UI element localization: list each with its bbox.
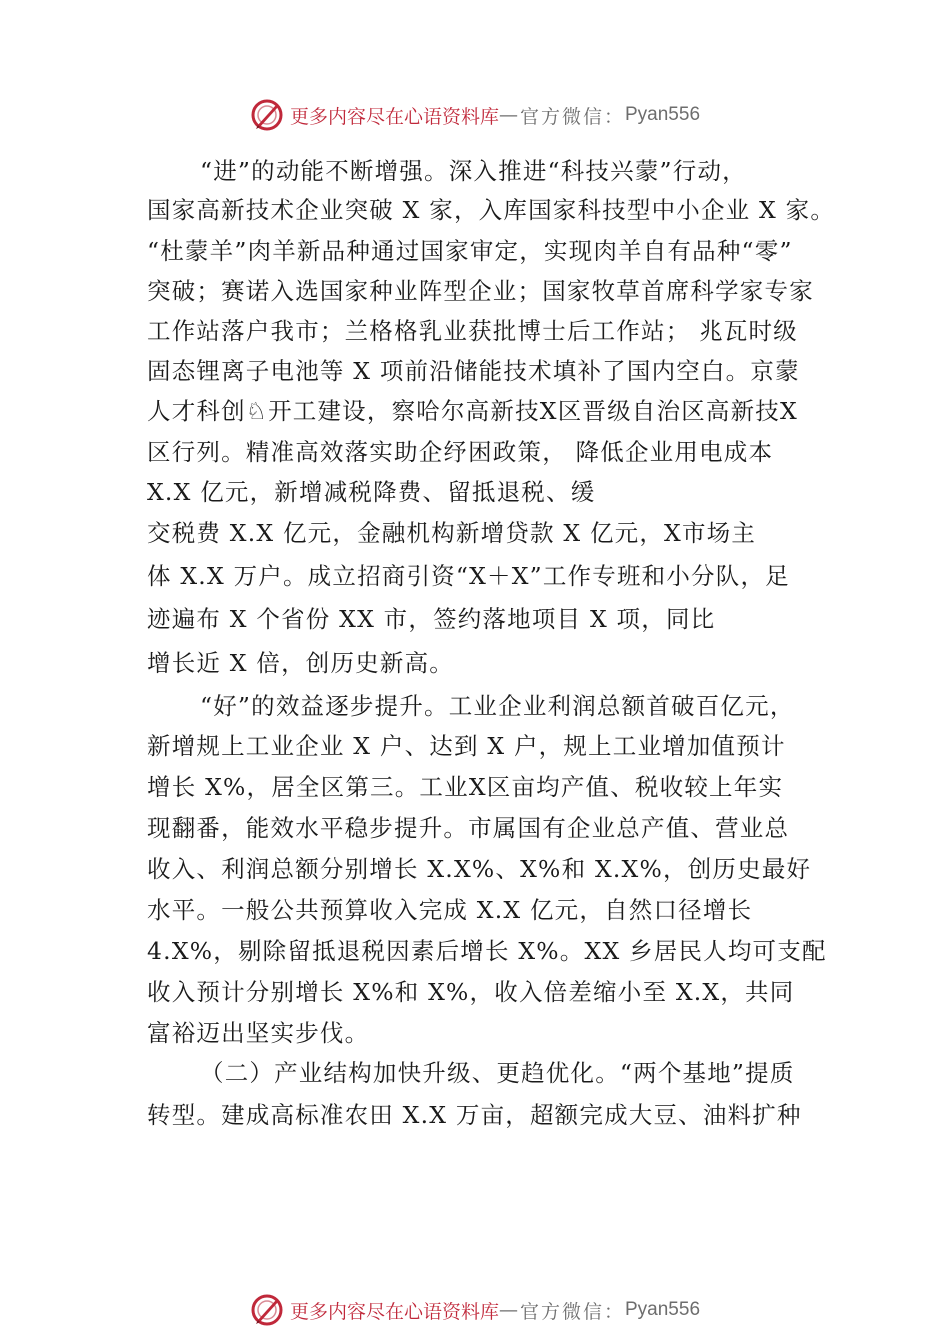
text-line: 人才科创♘开工建设，察哈尔高新技Ⅹ区晋级自治区高新技Ⅹ xyxy=(147,397,798,425)
watermark-label: 官方微信： xyxy=(519,1300,625,1323)
pen-logo-icon xyxy=(250,98,284,132)
watermark-brand: 更多内容尽在心语资料库 xyxy=(289,105,499,128)
text-line: 现翻番，能效水平稳步提升。市属国有企业总产值、营业总 xyxy=(147,814,790,842)
text-line: “进”的动能不断增强。深入推进“科技兴蒙”行动， xyxy=(200,157,747,185)
text-line: 转型。建成高标准农田 X.X 万亩，超额完成大豆、油料扩种 xyxy=(147,1101,802,1129)
text-line: 迹遍布 X 个省份 XX 市，签约落地项目 X 项，同比 xyxy=(147,605,716,633)
text-line: 交税费 X.X 亿元，金融机构新增贷款 X 亿元，Ⅹ市场主 xyxy=(147,519,757,547)
text-line: 固态锂离子电池等 X 项前沿储能技术填补了国内空白。京蒙 xyxy=(147,357,800,385)
section-heading-line: （二）产业结构加快升级、更趋优化。“两个基地”提质 xyxy=(200,1059,795,1087)
text-line: “好”的效益逐步提升。工业企业利润总额首破百亿元， xyxy=(200,692,795,720)
text-line: 富裕迈出坚实步伐。 xyxy=(147,1019,370,1047)
text-line: 国家高新技术企业突破 X 家，入库国家科技型中小企业 X 家。 xyxy=(147,196,836,224)
text-line: 增长近 X 倍，创历史新高。 xyxy=(147,649,454,677)
text-line: 4.X%，剔除留抵退税因素后增长 X%。XX 乡居民人均可支配 xyxy=(147,937,827,965)
watermark-label: 官方微信： xyxy=(519,105,625,128)
watermark-wechat-id: Pyan556 xyxy=(625,104,701,125)
watermark-wechat-id: Pyan556 xyxy=(625,1299,701,1320)
text-line: 工作站落户我市；兰格格乳业获批博士后工作站； 兆瓦时级 xyxy=(147,317,798,345)
text-line: 增长 X%，居全区第三。工业Ⅹ区亩均产值、税收较上年实 xyxy=(147,773,784,801)
text-line: 体 X.X 万户。成立招商引资“X＋X”工作专班和小分队，足 xyxy=(147,562,790,590)
text-line: 收入、利润总额分别增长 X.X%、X%和 X.X%，创历史最好 xyxy=(147,855,812,883)
text-line: “杜蒙羊”肉羊新品种通过国家审定，实现肉羊自有品种“零” xyxy=(147,237,793,265)
text-line: 水平。一般公共预算收入完成 X.X 亿元，自然口径增长 xyxy=(147,896,753,924)
text-line: X.X 亿元，新增减税降费、留抵退税、缓 xyxy=(147,478,596,506)
watermark-dash: — xyxy=(498,1299,520,1321)
watermark-header xyxy=(0,95,950,135)
text-line: 突破；赛诺入选国家种业阵型企业；国家牧草首席科学家专家 xyxy=(147,277,814,305)
pen-logo-icon xyxy=(250,1293,284,1327)
text-line: 新增规上工业企业 X 户、达到 X 户，规上工业增加值预计 xyxy=(147,732,786,760)
text-line: 区行列。精准高效落实助企纾困政策， 降低企业用电成本 xyxy=(147,438,774,466)
watermark-dash: — xyxy=(498,104,520,126)
watermark-brand: 更多内容尽在心语资料库 xyxy=(289,1300,499,1323)
text-line: 收入预计分别增长 X%和 X%，收入倍差缩小至 X.X，共同 xyxy=(147,978,795,1006)
watermark-footer xyxy=(0,1290,950,1330)
